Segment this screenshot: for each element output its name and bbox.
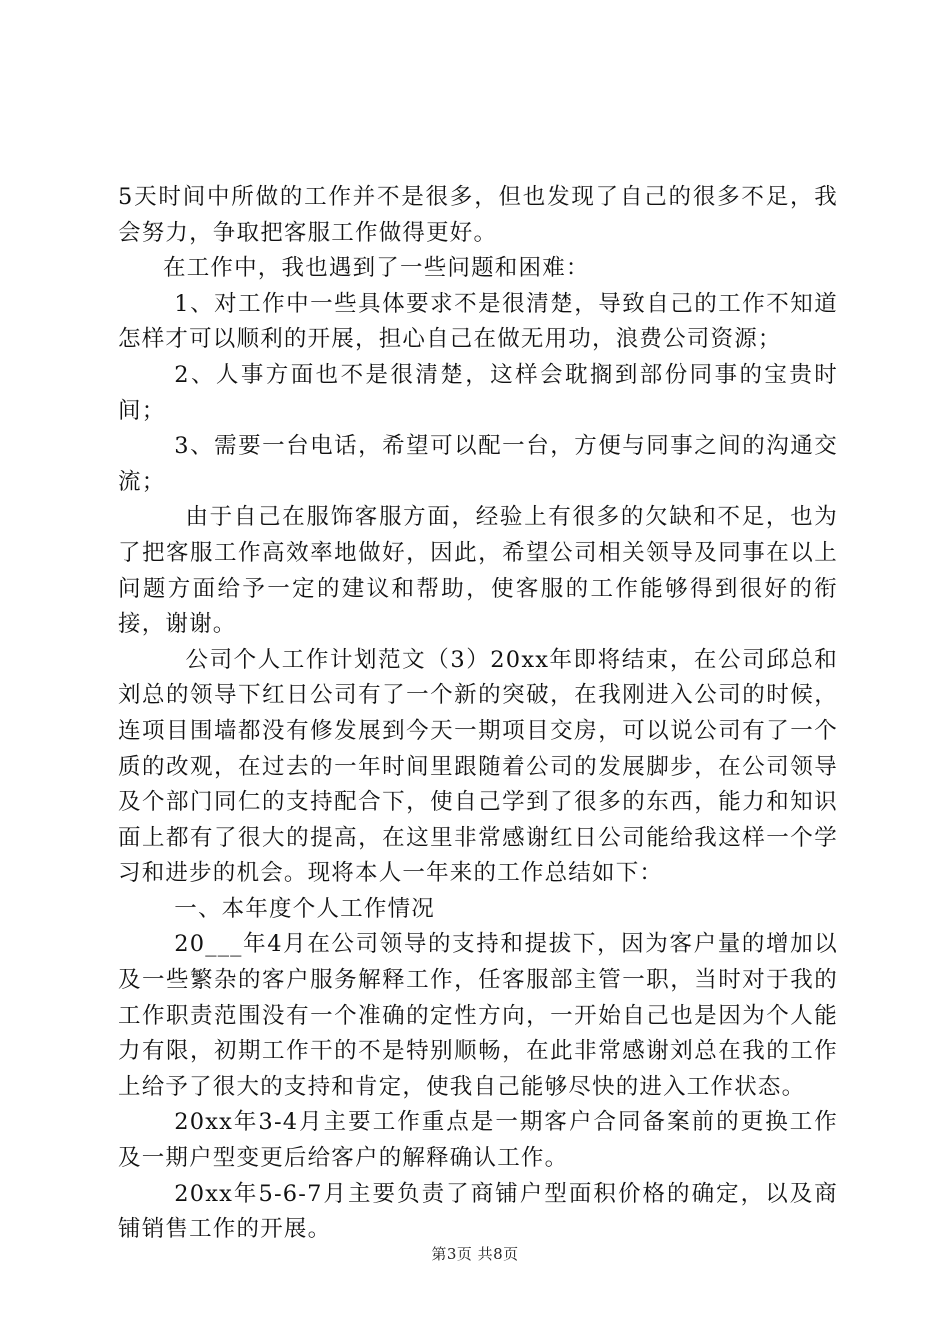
document-body bbox=[118, 180, 838, 1248]
paragraph-problem-2: 2、人事方面也不是很清楚，这样会耽搁到部份同事的宝贵时间； bbox=[118, 361, 838, 424]
paragraph-request: 由于自己在服饰客服方面，经验上有很多的欠缺和不足，也为了把客服工作高效率地做好，因此，希望公司相关领导及同事在以上问题方面给予一定的建议和帮助，使客服的工作能够得到很好的衔接，谢谢。 bbox=[118, 504, 838, 638]
paragraph-may-july: 20xx年5-6-7月主要负责了商铺户型面积价格的确定，以及商铺销售工作的开展。 bbox=[118, 1180, 838, 1243]
page-total: 共8页 bbox=[477, 1245, 519, 1263]
paragraph-problem-1: 1、对工作中一些具体要求不是很清楚，导致自己的工作不知道怎样才可以顺利的开展，担心自己在做无用功，浪费公司资源； bbox=[118, 290, 838, 353]
paragraph-march-april: 20xx年3-4月主要工作重点是一期客户合同备案前的更换工作及一期户型变更后给客户的解释确认工作。 bbox=[118, 1109, 838, 1172]
paragraph-problems-intro: 在工作中，我也遇到了一些问题和困难： bbox=[163, 255, 590, 282]
paragraph-work-situation: 20___年4月在公司领导的支持和提拔下，因为客户量的增加以及一些繁杂的客户服务解释工作，任客服部主管一职，当时对于我的工作职责范围没有一个准确的定性方向，一开始自己也是因为个人能力有限，初期工作干的不是特别顺畅，在此非常感谢刘总在我的工作上给予了很大的支持和肯定，使我自己能够尽快的进入工作状态。 bbox=[118, 931, 838, 1100]
page-footer bbox=[0, 1243, 950, 1264]
page-number: 第3页 bbox=[431, 1245, 473, 1263]
paragraph-plan-sample-3: 公司个人工作计划范文（3）20xx年即将结束，在公司邱总和刘总的领导下红日公司有了一个新的突破，在我刚进入公司的时候，连项目围墙都没有修发展到今天一期项目交房，可以说公司有了一个质的改观，在过去的一年时间里跟随着公司的发展脚步，在公司领导及个部门同仁的支持配合下，使自己学到了很多的东西，能力和知识面上都有了很大的提高，在这里非常感谢红日公司能给我这样一个学习和进步的机会。现将本人一年来的工作总结如下： bbox=[118, 646, 838, 887]
section-heading-1: 一、本年度个人工作情况 bbox=[174, 895, 435, 922]
paragraph-continuation: 5天时间中所做的工作并不是很多，但也发现了自己的很多不足，我会努力，争取把客服工作做得更好。 bbox=[118, 184, 838, 246]
paragraph-problem-3: 3、需要一台电话，希望可以配一台，方便与同事之间的沟通交流； bbox=[118, 433, 838, 495]
